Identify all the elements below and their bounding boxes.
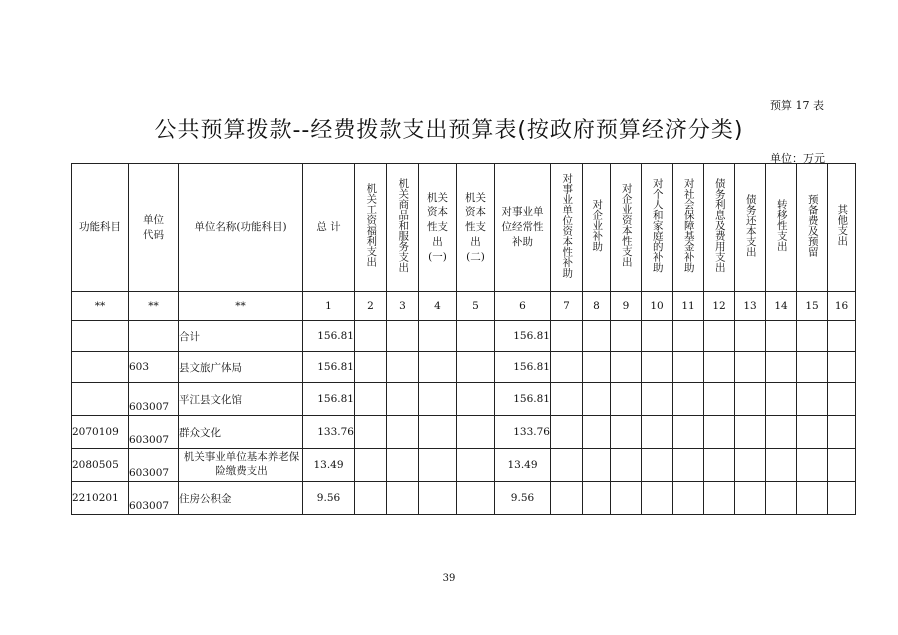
- empty-cell: [735, 321, 766, 352]
- table-row: [72, 416, 856, 449]
- index-cell: 16: [828, 292, 856, 321]
- unit-code-cell: 603007: [129, 383, 179, 416]
- empty-cell: [735, 352, 766, 383]
- empty-cell: [419, 383, 457, 416]
- empty-cell: [551, 321, 583, 352]
- index-cell: **: [72, 292, 129, 321]
- index-cell: 11: [673, 292, 704, 321]
- empty-cell: [551, 383, 583, 416]
- empty-cell: [419, 321, 457, 352]
- empty-cell: [797, 449, 828, 482]
- total-cell: 156.81: [303, 383, 355, 416]
- empty-cell: [457, 383, 495, 416]
- empty-cell: [797, 482, 828, 515]
- empty-cell: [735, 383, 766, 416]
- empty-cell: [735, 482, 766, 515]
- total-cell: 156.81: [303, 321, 355, 352]
- total-cell: 13.49: [303, 449, 355, 482]
- empty-cell: [704, 416, 735, 449]
- empty-cell: [457, 482, 495, 515]
- col-header-c12: 债务利息及费用支出: [704, 164, 735, 292]
- unit-name-cell: 机关事业单位基本养老保险缴费支出: [179, 449, 303, 482]
- empty-cell: [828, 352, 856, 383]
- c6-cell: 133.76: [495, 416, 551, 449]
- empty-cell: [355, 416, 387, 449]
- empty-cell: [457, 416, 495, 449]
- func-code-cell: 2210201: [72, 482, 129, 515]
- empty-cell: [583, 449, 611, 482]
- empty-cell: [797, 416, 828, 449]
- empty-cell: [387, 482, 419, 515]
- empty-cell: [766, 321, 797, 352]
- empty-cell: [583, 321, 611, 352]
- col-header-c14: 转移性支出: [766, 164, 797, 292]
- total-cell: 156.81: [303, 352, 355, 383]
- empty-cell: [611, 383, 642, 416]
- c6-cell: 156.81: [495, 352, 551, 383]
- empty-cell: [611, 449, 642, 482]
- empty-cell: [457, 352, 495, 383]
- col-header-c10: 对个人和家庭的补助: [642, 164, 673, 292]
- empty-cell: [457, 321, 495, 352]
- empty-cell: [766, 482, 797, 515]
- c6-cell: 156.81: [495, 321, 551, 352]
- empty-cell: [673, 383, 704, 416]
- empty-cell: [419, 416, 457, 449]
- col-header-func: 功能科目: [72, 164, 129, 292]
- unit-name-cell: 县文旅广体局: [179, 352, 303, 383]
- col-header-c7: 对事业单位资本性补助: [551, 164, 583, 292]
- empty-cell: [828, 383, 856, 416]
- empty-cell: [735, 449, 766, 482]
- empty-cell: [642, 482, 673, 515]
- table-row: [72, 449, 856, 482]
- page-number: 39: [442, 573, 456, 584]
- empty-cell: [828, 321, 856, 352]
- col-header-c13: 债务还本支出: [735, 164, 766, 292]
- col-header-c6: 对事业单位经常性补助: [495, 164, 551, 292]
- unit-code-cell: 603007: [129, 449, 179, 482]
- empty-cell: [642, 383, 673, 416]
- empty-cell: [673, 449, 704, 482]
- index-cell: 10: [642, 292, 673, 321]
- empty-cell: [457, 449, 495, 482]
- empty-cell: [419, 482, 457, 515]
- func-code-cell: [72, 352, 129, 383]
- empty-cell: [642, 321, 673, 352]
- col-header-c2: 机关工资福利支出: [355, 164, 387, 292]
- index-cell: 8: [583, 292, 611, 321]
- empty-cell: [766, 383, 797, 416]
- index-cell: 14: [766, 292, 797, 321]
- col-header-name: 单位名称(功能科目): [179, 164, 303, 292]
- empty-cell: [419, 449, 457, 482]
- unit-code-cell: 603: [129, 352, 179, 383]
- empty-cell: [828, 482, 856, 515]
- func-code-cell: [72, 383, 129, 416]
- col-header-code: 单位代码: [129, 164, 179, 292]
- col-header-c11: 对社会保障基金补助: [673, 164, 704, 292]
- col-header-c9: 对企业资本性支出: [611, 164, 642, 292]
- empty-cell: [387, 416, 419, 449]
- empty-cell: [766, 352, 797, 383]
- empty-cell: [797, 321, 828, 352]
- empty-cell: [583, 482, 611, 515]
- empty-cell: [387, 321, 419, 352]
- empty-cell: [551, 416, 583, 449]
- empty-cell: [355, 449, 387, 482]
- unit-name-cell: 群众文化: [179, 416, 303, 449]
- col-header-c8: 对企业补助: [583, 164, 611, 292]
- empty-cell: [355, 321, 387, 352]
- unit-code-cell: [129, 321, 179, 352]
- header-row: [72, 164, 856, 292]
- index-cell: 2: [355, 292, 387, 321]
- empty-cell: [735, 416, 766, 449]
- empty-cell: [673, 482, 704, 515]
- index-cell: **: [129, 292, 179, 321]
- empty-cell: [419, 352, 457, 383]
- empty-cell: [704, 321, 735, 352]
- page-title: 公共预算拨款--经费拨款支出预算表(按政府预算经济分类): [154, 118, 744, 143]
- index-cell: 9: [611, 292, 642, 321]
- budget-table: [71, 163, 856, 515]
- col-header-c5: 机关资本性支出(二): [457, 164, 495, 292]
- unit-name-cell: 住房公积金: [179, 482, 303, 515]
- unit-name-cell: 合计: [179, 321, 303, 352]
- empty-cell: [583, 352, 611, 383]
- index-cell: 7: [551, 292, 583, 321]
- empty-cell: [387, 352, 419, 383]
- empty-cell: [828, 416, 856, 449]
- index-cell: 1: [303, 292, 355, 321]
- empty-cell: [766, 449, 797, 482]
- table-row: [72, 321, 856, 352]
- empty-cell: [355, 482, 387, 515]
- empty-cell: [673, 416, 704, 449]
- empty-cell: [583, 383, 611, 416]
- index-cell: 3: [387, 292, 419, 321]
- total-cell: 133.76: [303, 416, 355, 449]
- empty-cell: [704, 482, 735, 515]
- empty-cell: [611, 482, 642, 515]
- col-header-c15: 预备费及预留: [797, 164, 828, 292]
- empty-cell: [611, 321, 642, 352]
- unit-name-cell: 平江县文化馆: [179, 383, 303, 416]
- index-cell: 6: [495, 292, 551, 321]
- empty-cell: [355, 352, 387, 383]
- func-code-cell: 2070109: [72, 416, 129, 449]
- empty-cell: [828, 449, 856, 482]
- unit-code-cell: 603007: [129, 416, 179, 449]
- index-row: [72, 292, 856, 321]
- empty-cell: [673, 321, 704, 352]
- index-cell: 12: [704, 292, 735, 321]
- empty-cell: [551, 449, 583, 482]
- empty-cell: [642, 352, 673, 383]
- col-header-c3: 机关商品和服务支出: [387, 164, 419, 292]
- c6-cell: 156.81: [495, 383, 551, 416]
- unit-code-cell: 603007: [129, 482, 179, 515]
- empty-cell: [797, 352, 828, 383]
- index-cell: 5: [457, 292, 495, 321]
- index-cell: 13: [735, 292, 766, 321]
- empty-cell: [704, 449, 735, 482]
- empty-cell: [704, 383, 735, 416]
- empty-cell: [387, 383, 419, 416]
- empty-cell: [766, 416, 797, 449]
- func-code-cell: 2080505: [72, 449, 129, 482]
- total-cell: 9.56: [303, 482, 355, 515]
- index-cell: **: [179, 292, 303, 321]
- empty-cell: [355, 383, 387, 416]
- empty-cell: [387, 449, 419, 482]
- empty-cell: [551, 352, 583, 383]
- table-row: [72, 383, 856, 416]
- col-header-c4: 机关资本性支出(一): [419, 164, 457, 292]
- index-cell: 15: [797, 292, 828, 321]
- c6-cell: 13.49: [495, 449, 551, 482]
- unit-label: 单位：万元: [770, 152, 825, 165]
- empty-cell: [642, 449, 673, 482]
- table-row: [72, 482, 856, 515]
- index-cell: 4: [419, 292, 457, 321]
- empty-cell: [673, 352, 704, 383]
- col-header-c16: 其他支出: [828, 164, 856, 292]
- empty-cell: [551, 482, 583, 515]
- empty-cell: [704, 352, 735, 383]
- empty-cell: [611, 352, 642, 383]
- col-header-total: 总 计: [303, 164, 355, 292]
- c6-cell: 9.56: [495, 482, 551, 515]
- empty-cell: [797, 383, 828, 416]
- empty-cell: [611, 416, 642, 449]
- empty-cell: [642, 416, 673, 449]
- form-number: 预算 17 表: [770, 99, 824, 112]
- empty-cell: [583, 416, 611, 449]
- table-row: [72, 352, 856, 383]
- func-code-cell: [72, 321, 129, 352]
